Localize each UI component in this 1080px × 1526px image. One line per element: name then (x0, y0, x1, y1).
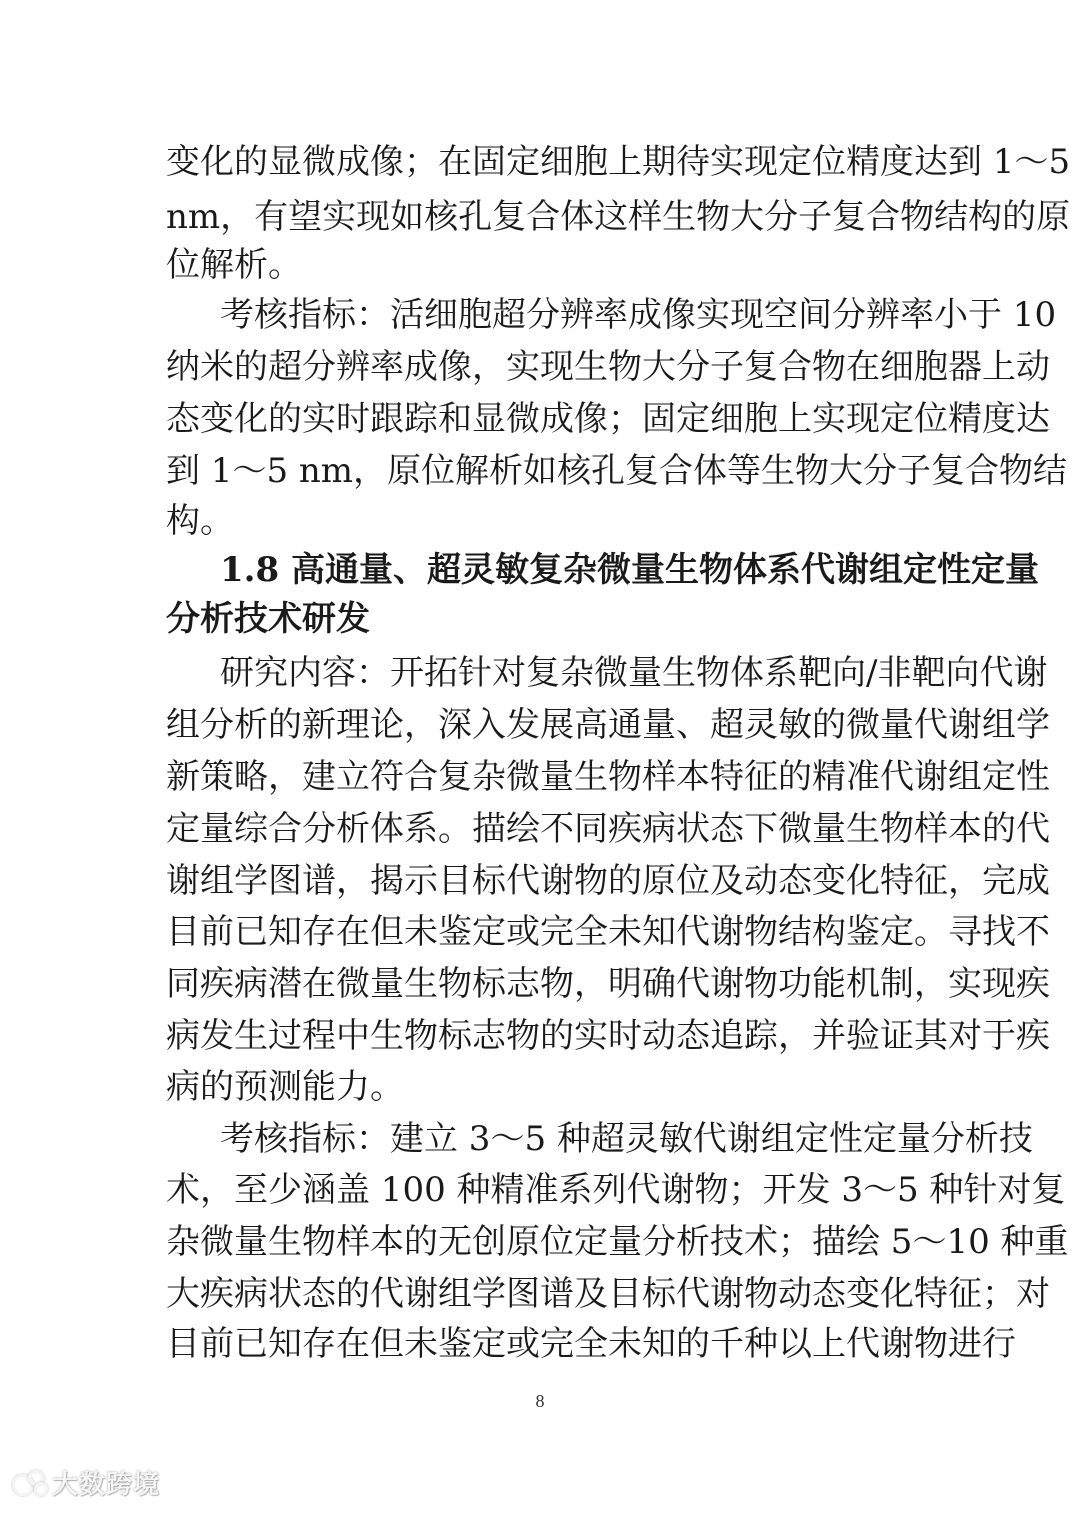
section-heading: 分析技术研发 (166, 599, 370, 639)
text-line: 杂微量生物样本的无创原位定量分析技术；描绘 5～10 种重 (166, 1222, 1069, 1262)
text-line: 考核指标：建立 3～5 种超灵敏代谢组定性定量分析技 (220, 1119, 1033, 1159)
text-line: 研究内容：开拓针对复杂微量生物体系靶向/非靶向代谢 (220, 653, 1048, 693)
text-line: 纳米的超分辨率成像，实现生物大分子复合物在细胞器上动 (166, 347, 1050, 387)
text-line: 谢组学图谱，揭示目标代谢物的原位及动态变化特征，完成 (166, 861, 1050, 901)
page-number: 8 (535, 1391, 545, 1411)
text-line: 态变化的实时跟踪和显微成像；固定细胞上实现定位精度达 (166, 399, 1050, 439)
text-line: 大疾病状态的代谢组学图谱及目标代谢物动态变化特征；对 (166, 1274, 1050, 1314)
text-line: 病发生过程中生物标志物的实时动态追踪，并验证其对于疾 (166, 1016, 1050, 1056)
text-line: 变化的显微成像；在固定细胞上期待实现定位精度达到 1～5 (166, 142, 1071, 182)
text-line: 定量综合分析体系。描绘不同疾病状态下微量生物样本的代 (166, 809, 1050, 849)
text-line: 目前已知存在但未鉴定或完全未知的千种以上代谢物进行 (166, 1324, 1016, 1364)
watermark-text: 大数跨境 (52, 1469, 161, 1500)
text-line: 位解析。 (166, 245, 302, 285)
text-line: 术，至少涵盖 100 种精准系列代谢物；开发 3～5 种针对复 (166, 1170, 1066, 1210)
text-line: 病的预测能力。 (166, 1067, 404, 1107)
text-line: 同疾病潜在微量生物标志物，明确代谢物功能机制，实现疾 (166, 964, 1050, 1004)
text-line: 目前已知存在但未鉴定或完全未知代谢物结构鉴定。寻找不 (166, 912, 1050, 952)
text-line: 到 1～5 nm，原位解析如核孔复合体等生物大分子复合物结 (166, 451, 1068, 491)
text-line: 构。 (166, 501, 234, 541)
text-line: 新策略，建立符合复杂微量生物样本特征的精准代谢组定性 (166, 757, 1050, 797)
text-line: nm，有望实现如核孔复合体这样生物大分子复合物结构的原 (166, 197, 1071, 237)
section-heading: 1.8 高通量、超灵敏复杂微量生物体系代谢组定性定量 (220, 550, 1039, 590)
watermark-logo-icon (12, 1468, 46, 1496)
text-line: 组分析的新理论，深入发展高通量、超灵敏的微量代谢组学 (166, 705, 1050, 745)
text-line: 考核指标：活细胞超分辨率成像实现空间分辨率小于 10 (220, 295, 1057, 335)
watermark (12, 1462, 160, 1502)
